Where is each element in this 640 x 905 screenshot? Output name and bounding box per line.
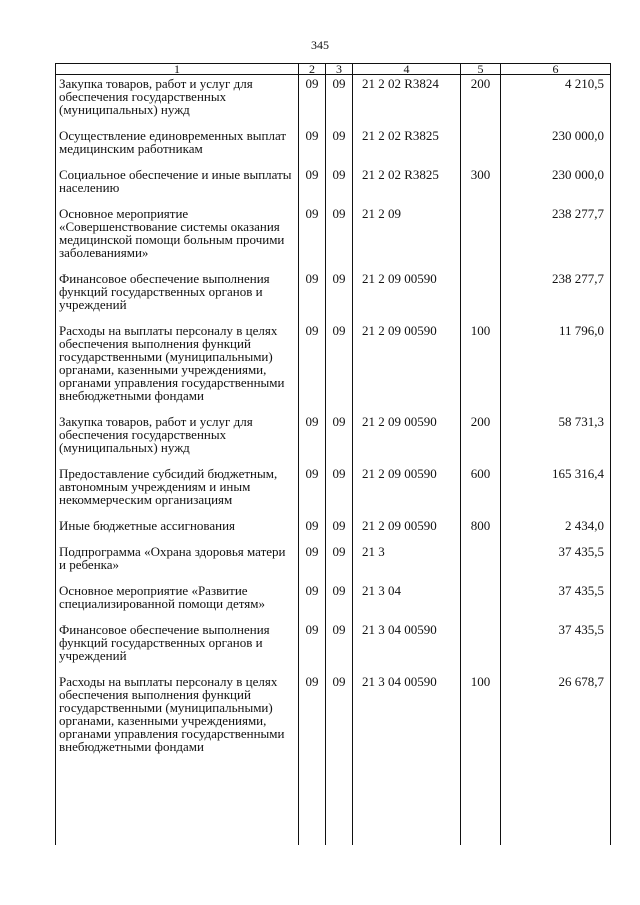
row-target-article: 21 2 02 R3824 bbox=[353, 75, 461, 130]
row-expense-type: 200 bbox=[461, 75, 501, 130]
row-name: Иные бюджетные ассигнования bbox=[56, 519, 299, 545]
table-row bbox=[56, 324, 611, 415]
row-expense-type bbox=[461, 623, 501, 675]
row-expense-type bbox=[461, 207, 501, 272]
row-expense-type: 200 bbox=[461, 415, 501, 467]
row-name: Расходы на выплаты персоналу в целях обеспечения выполнения функций государственными (муниципальными) органами, казенными учреждениями, органами управления государственными внебюджетными фондами bbox=[56, 324, 299, 415]
row-subsection: 09 bbox=[326, 168, 353, 207]
row-expense-type bbox=[461, 129, 501, 168]
table-row bbox=[56, 545, 611, 584]
filler-cell bbox=[353, 766, 461, 845]
filler-cell bbox=[326, 766, 353, 845]
row-name: Закупка товаров, работ и услуг для обеспечения государственных (муниципальных) нужд bbox=[56, 75, 299, 130]
table-row bbox=[56, 75, 611, 130]
table-row bbox=[56, 467, 611, 519]
row-subsection: 09 bbox=[326, 415, 353, 467]
row-name: Основное мероприятие «Развитие специализированной помощи детям» bbox=[56, 584, 299, 623]
row-expense-type bbox=[461, 545, 501, 584]
row-subsection: 09 bbox=[326, 324, 353, 415]
row-section: 09 bbox=[299, 519, 326, 545]
row-target-article: 21 2 09 00590 bbox=[353, 272, 461, 324]
row-target-article: 21 2 02 R3825 bbox=[353, 168, 461, 207]
row-amount: 11 796,0 bbox=[501, 324, 611, 415]
row-amount: 58 731,3 bbox=[501, 415, 611, 467]
filler-cell bbox=[56, 766, 299, 845]
row-amount: 2 434,0 bbox=[501, 519, 611, 545]
row-subsection: 09 bbox=[326, 519, 353, 545]
filler-cell bbox=[299, 766, 326, 845]
table-row bbox=[56, 584, 611, 623]
row-name: Основное мероприятие «Совершенствование системы оказания медицинской помощи больным прочими заболеваниями» bbox=[56, 207, 299, 272]
row-section: 09 bbox=[299, 324, 326, 415]
row-name: Закупка товаров, работ и услуг для обеспечения государственных (муниципальных) нужд bbox=[56, 415, 299, 467]
row-amount: 4 210,5 bbox=[501, 75, 611, 130]
table-row bbox=[56, 415, 611, 467]
row-name: Финансовое обеспечение выполнения функций государственных органов и учреждений bbox=[56, 272, 299, 324]
table-filler-row bbox=[56, 766, 611, 845]
row-subsection: 09 bbox=[326, 467, 353, 519]
filler-cell bbox=[501, 766, 611, 845]
row-section: 09 bbox=[299, 623, 326, 675]
table-row bbox=[56, 519, 611, 545]
row-name: Подпрограмма «Охрана здоровья матери и ребенка» bbox=[56, 545, 299, 584]
row-expense-type: 100 bbox=[461, 324, 501, 415]
row-section: 09 bbox=[299, 168, 326, 207]
row-subsection: 09 bbox=[326, 623, 353, 675]
row-target-article: 21 2 09 bbox=[353, 207, 461, 272]
row-name: Осуществление единовременных выплат медицинским работникам bbox=[56, 129, 299, 168]
row-amount: 37 435,5 bbox=[501, 584, 611, 623]
row-amount: 165 316,4 bbox=[501, 467, 611, 519]
table-row bbox=[56, 623, 611, 675]
budget-table bbox=[55, 63, 611, 845]
row-expense-type bbox=[461, 272, 501, 324]
row-expense-type: 800 bbox=[461, 519, 501, 545]
table-row bbox=[56, 168, 611, 207]
row-section: 09 bbox=[299, 584, 326, 623]
col-header-target-article: 4 bbox=[353, 64, 461, 75]
table-header-row bbox=[56, 64, 611, 75]
table-row bbox=[56, 675, 611, 766]
row-subsection: 09 bbox=[326, 545, 353, 584]
table-row bbox=[56, 129, 611, 168]
row-section: 09 bbox=[299, 272, 326, 324]
row-amount: 37 435,5 bbox=[501, 623, 611, 675]
row-amount: 238 277,7 bbox=[501, 272, 611, 324]
row-expense-type: 300 bbox=[461, 168, 501, 207]
row-target-article: 21 2 09 00590 bbox=[353, 519, 461, 545]
col-header-subsection: 3 bbox=[326, 64, 353, 75]
row-section: 09 bbox=[299, 415, 326, 467]
row-amount: 37 435,5 bbox=[501, 545, 611, 584]
row-subsection: 09 bbox=[326, 129, 353, 168]
row-target-article: 21 2 09 00590 bbox=[353, 467, 461, 519]
row-section: 09 bbox=[299, 675, 326, 766]
table-row bbox=[56, 272, 611, 324]
row-expense-type: 600 bbox=[461, 467, 501, 519]
row-subsection: 09 bbox=[326, 584, 353, 623]
col-header-section: 2 bbox=[299, 64, 326, 75]
row-target-article: 21 3 04 00590 bbox=[353, 675, 461, 766]
col-header-amount: 6 bbox=[501, 64, 611, 75]
row-subsection: 09 bbox=[326, 675, 353, 766]
row-amount: 26 678,7 bbox=[501, 675, 611, 766]
row-target-article: 21 3 04 00590 bbox=[353, 623, 461, 675]
row-name: Социальное обеспечение и иные выплаты населению bbox=[56, 168, 299, 207]
col-header-expense-type: 5 bbox=[461, 64, 501, 75]
row-amount: 230 000,0 bbox=[501, 129, 611, 168]
row-target-article: 21 3 bbox=[353, 545, 461, 584]
row-name: Расходы на выплаты персоналу в целях обеспечения выполнения функций государственными (муниципальными) органами, казенными учреждениями, органами управления государственными внебюджетными фондами bbox=[56, 675, 299, 766]
page-number: 345 bbox=[311, 38, 329, 52]
row-amount: 230 000,0 bbox=[501, 168, 611, 207]
row-target-article: 21 2 09 00590 bbox=[353, 324, 461, 415]
row-target-article: 21 2 02 R3825 bbox=[353, 129, 461, 168]
row-target-article: 21 3 04 bbox=[353, 584, 461, 623]
row-expense-type: 100 bbox=[461, 675, 501, 766]
table-row bbox=[56, 207, 611, 272]
row-section: 09 bbox=[299, 75, 326, 130]
row-amount: 238 277,7 bbox=[501, 207, 611, 272]
row-section: 09 bbox=[299, 129, 326, 168]
filler-cell bbox=[461, 766, 501, 845]
row-name: Финансовое обеспечение выполнения функций государственных органов и учреждений bbox=[56, 623, 299, 675]
row-section: 09 bbox=[299, 207, 326, 272]
row-target-article: 21 2 09 00590 bbox=[353, 415, 461, 467]
row-expense-type bbox=[461, 584, 501, 623]
row-subsection: 09 bbox=[326, 272, 353, 324]
row-subsection: 09 bbox=[326, 207, 353, 272]
row-section: 09 bbox=[299, 467, 326, 519]
col-header-name: 1 bbox=[56, 64, 299, 75]
row-subsection: 09 bbox=[326, 75, 353, 130]
row-name: Предоставление субсидий бюджетным, автономным учреждениям и иным некоммерческим организациям bbox=[56, 467, 299, 519]
row-section: 09 bbox=[299, 545, 326, 584]
